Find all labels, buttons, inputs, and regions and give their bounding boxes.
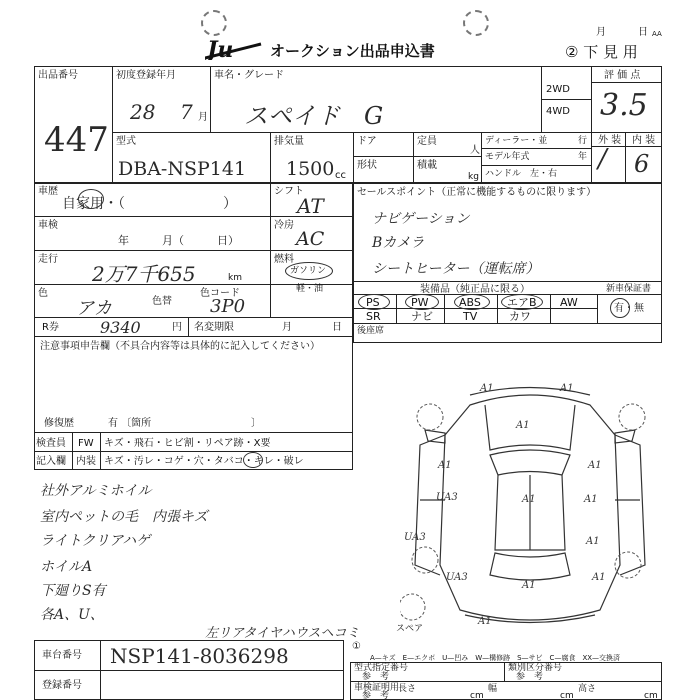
lot-number-label: 出品番号 bbox=[38, 70, 78, 81]
doors-label: ドア bbox=[357, 136, 377, 147]
drive-2wd: 2WD bbox=[546, 84, 570, 95]
equip-ps: PS bbox=[366, 296, 380, 309]
equip-pw: PW bbox=[411, 296, 429, 309]
fuel-diesel: 軽・油 bbox=[296, 284, 324, 294]
equip-pw-circle bbox=[405, 294, 439, 310]
color-value: アカ bbox=[76, 298, 112, 319]
interior-check-circle bbox=[243, 452, 263, 468]
color-label: 色 bbox=[38, 288, 48, 299]
fuel-label: 燃料 bbox=[274, 254, 294, 265]
equip-navi: ナビ bbox=[411, 310, 433, 323]
first-reg-label: 初度登録年月 bbox=[116, 70, 176, 81]
capacity-label: 定員 bbox=[417, 136, 437, 147]
drive-4wd: 4WD bbox=[546, 106, 570, 117]
month-label: 月 bbox=[596, 27, 606, 38]
car-damage-diagram bbox=[400, 375, 665, 635]
score-label: 評 価 点 bbox=[604, 70, 641, 81]
equip-ps-circle bbox=[358, 294, 390, 310]
day-label: 日 bbox=[638, 27, 648, 38]
capacity-unit: 人 bbox=[470, 145, 480, 156]
damage-mark-a1-right-door: A1 bbox=[584, 494, 598, 505]
sales-point-1: ナビゲーション bbox=[372, 211, 470, 227]
remark-line-2: 室内ペットの毛 内張キズ bbox=[40, 509, 208, 525]
circle-one-mark: ① bbox=[352, 641, 361, 652]
repair-history-text: 有 〔箇所 〕 bbox=[108, 418, 262, 429]
damage-mark-a1-hood: A1 bbox=[516, 420, 530, 431]
equip-leather: カワ bbox=[509, 310, 531, 323]
mileage-label: 走行 bbox=[38, 254, 58, 265]
remark-line-1: 社外アルミホイル bbox=[40, 483, 152, 499]
load-unit: kg bbox=[468, 172, 479, 182]
remark-line-3: ライトクリアハゲ bbox=[40, 533, 151, 549]
damage-legend: A—キズ E—エクボ U—凹み W—構修跡 S—サビ C—腐食 XX—交換済 bbox=[370, 654, 621, 662]
warranty-circle bbox=[610, 298, 630, 318]
mileage-value: 2万7千655 bbox=[92, 262, 196, 286]
shape-label: 形状 bbox=[357, 160, 377, 171]
sales-point-3: シートヒーター（運転席） bbox=[372, 261, 540, 277]
equip-abs-circle bbox=[454, 294, 490, 310]
exterior-value: / bbox=[598, 144, 607, 174]
equip-abs: ABS bbox=[459, 296, 481, 309]
inspector-label: 検査員 bbox=[36, 438, 66, 449]
shift-label: シフト bbox=[274, 186, 304, 197]
damage-mark-a1-rear-right: A1 bbox=[592, 572, 606, 583]
coupon-expiry-label: 名変期限 bbox=[194, 322, 234, 333]
chassis-label: 車台番号 bbox=[42, 650, 82, 661]
equip-airbag: エアB bbox=[507, 296, 537, 309]
length-unit: cm bbox=[470, 691, 484, 700]
displacement-value: 1500 bbox=[286, 158, 335, 180]
r-ticket-label: R券 bbox=[42, 322, 59, 333]
aircon-label: 冷房 bbox=[274, 220, 294, 231]
class-ref-label: 参 考 bbox=[516, 672, 544, 682]
car-name-label: 車名・グレード bbox=[214, 70, 284, 81]
interior-check-label: 内装 bbox=[76, 456, 96, 467]
copy-label: ② 下 見 用 bbox=[565, 43, 638, 61]
fuel-circle bbox=[285, 262, 333, 280]
form-title: オークション出品申込書 bbox=[270, 42, 435, 60]
interior-check-items: キズ・汚レ・コゲ・穴・タバコ・キレ・破レ bbox=[104, 456, 304, 467]
first-reg-month: 7 bbox=[180, 100, 193, 124]
ju-logo bbox=[205, 38, 263, 60]
remark-line-7: 左リアタイヤハウスヘコミ bbox=[205, 626, 360, 641]
sales-points-label: セールスポイント（正常に機能するものに限ります） bbox=[357, 187, 597, 198]
damage-mark-a1-roof: A1 bbox=[522, 494, 536, 505]
usage-label: 車歴 bbox=[38, 186, 58, 197]
type-number-label: 型式指定番号 bbox=[354, 663, 409, 673]
svg-text:Ju: Ju bbox=[207, 38, 234, 60]
color-change-label: 色替 bbox=[152, 296, 172, 307]
rear-seat-label: 後座席 bbox=[357, 326, 385, 336]
car-outline bbox=[400, 375, 665, 635]
damage-mark-a1-right-rear: A1 bbox=[586, 536, 600, 547]
remark-line-4: ホイルA bbox=[40, 559, 93, 575]
displacement-label: 排気量 bbox=[274, 136, 304, 147]
model-year-suffix: 年 bbox=[578, 152, 588, 162]
punch-hole-right bbox=[463, 10, 489, 36]
width-unit: cm bbox=[560, 691, 574, 700]
registration-label: 登録番号 bbox=[42, 680, 82, 691]
displacement-unit: cc bbox=[335, 170, 346, 181]
class-number-label: 類別区分番号 bbox=[508, 663, 563, 673]
spare-label: スペア bbox=[396, 624, 424, 634]
fw-label: FW bbox=[78, 438, 94, 449]
dealer-suffix: 行 bbox=[578, 136, 588, 146]
color-code-value: 3P0 bbox=[210, 296, 246, 317]
notes-label: 注意事項申告欄（不具合内容等は具体的に記入してください） bbox=[40, 341, 320, 352]
aircon-value: AC bbox=[296, 228, 325, 250]
damage-mark-a1-rear: A1 bbox=[478, 616, 492, 627]
damage-mark-ua3-left-wheel: UA3 bbox=[446, 572, 468, 583]
type-ref-label: 参 考 bbox=[362, 672, 390, 682]
height-unit: cm bbox=[644, 691, 658, 700]
remark-line-6: 各A、U、 bbox=[40, 607, 104, 623]
lot-number-value: 447 bbox=[44, 120, 109, 160]
r-ticket-value: 9340 bbox=[100, 318, 141, 337]
first-reg-year: 28 bbox=[130, 100, 156, 124]
damage-mark-ua3-left-rear: UA3 bbox=[404, 532, 426, 543]
dealer-label: ディーラー・並 bbox=[485, 136, 548, 146]
repair-history-label: 修復歴 bbox=[44, 418, 74, 429]
first-reg-month-unit: 月 bbox=[198, 112, 208, 123]
coupon-expiry-text: 月 日 bbox=[282, 322, 342, 333]
equip-aw: AW bbox=[560, 296, 578, 309]
inspection-text: 年 月（ 日） bbox=[118, 234, 239, 247]
equipment-label: 装備品（純正品に限る） bbox=[420, 284, 530, 295]
damage-mark-a1-left-front: A1 bbox=[438, 460, 452, 471]
mileage-unit: km bbox=[228, 273, 242, 283]
car-name-value: スペイド G bbox=[244, 102, 384, 130]
sales-point-2: Bカメラ bbox=[372, 235, 425, 251]
day-suffix: AA bbox=[652, 30, 662, 38]
length-label: 長さ bbox=[398, 684, 417, 694]
inspection-label: 車検 bbox=[38, 220, 58, 231]
damage-mark-a1-front-left: A1 bbox=[480, 383, 494, 394]
model-value: DBA-NSP141 bbox=[118, 158, 247, 180]
shift-value: AT bbox=[297, 194, 324, 218]
punch-hole-left bbox=[201, 10, 227, 36]
remark-line-5: 下廻りS有 bbox=[40, 583, 106, 599]
damage-mark-a1-right-front: A1 bbox=[588, 460, 602, 471]
warranty-value: 有・無 bbox=[614, 303, 644, 314]
color-code-label: 色コード bbox=[200, 288, 240, 299]
model-year-label: モデル年式 bbox=[485, 152, 530, 162]
equip-tv: TV bbox=[463, 310, 478, 323]
ju-logo-mark bbox=[205, 38, 263, 60]
equip-airbag-circle bbox=[501, 294, 543, 310]
load-label: 積載 bbox=[417, 160, 437, 171]
entry-label: 記入欄 bbox=[36, 456, 66, 467]
exterior-label: 外 装 bbox=[598, 135, 622, 146]
height-label: 高さ bbox=[578, 684, 597, 694]
fuel-gasoline: ガソリン bbox=[290, 266, 327, 276]
damage-mark-ua3-left-door: UA3 bbox=[436, 492, 458, 503]
interior-value: 6 bbox=[634, 150, 650, 178]
usage-circle bbox=[78, 189, 104, 209]
width-label: 幅 bbox=[488, 684, 498, 694]
usage-value: 自家用・（ ） bbox=[62, 196, 237, 212]
interior-label: 内 装 bbox=[632, 135, 656, 146]
certificate-ref-label: 参 考 bbox=[362, 691, 390, 700]
r-ticket-unit: 円 bbox=[172, 322, 182, 333]
chassis-value: NSP141-8036298 bbox=[110, 644, 289, 668]
warranty-label: 新車保証書 bbox=[606, 284, 652, 294]
fw-items: キズ・飛石・ヒビ割・リペア跡・X要 bbox=[104, 438, 271, 449]
score-value: 3.5 bbox=[600, 88, 648, 123]
equip-sr: SR bbox=[366, 310, 381, 323]
model-label: 型式 bbox=[116, 136, 136, 147]
handle-label: ハンドル 左・右 bbox=[485, 169, 558, 179]
damage-mark-a1-front-right: A1 bbox=[560, 383, 574, 394]
certificate-label: 車検証明用 bbox=[354, 683, 400, 693]
damage-mark-a1-trunk: A1 bbox=[522, 580, 536, 591]
